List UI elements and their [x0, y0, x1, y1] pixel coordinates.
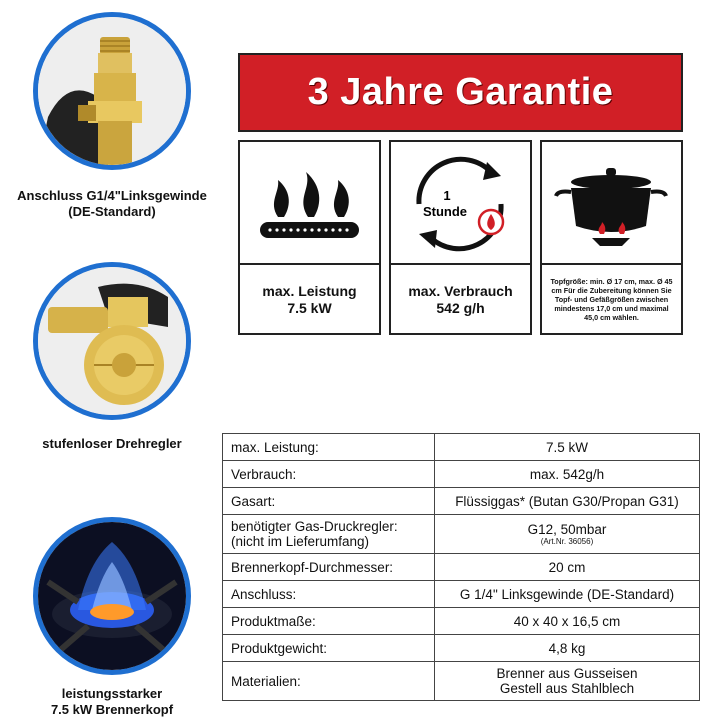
table-row [223, 662, 700, 701]
spec-key: Produktmaße: [223, 608, 435, 635]
hour-cycle-icon [391, 142, 530, 262]
table-row [223, 581, 700, 608]
burner-caption [0, 686, 224, 718]
spec-key-line2: (nicht im Lieferumfang) [231, 534, 370, 549]
connector-image [33, 12, 191, 170]
pot-on-burner-icon [542, 142, 681, 262]
spec-key: max. Leistung: [223, 434, 435, 461]
burner-caption-line1: leistungsstarker [61, 686, 163, 701]
spec-value-sub: (Art.Nr. 36056) [540, 537, 594, 546]
knob-caption [0, 436, 224, 452]
spec-table [222, 433, 700, 701]
spec-value: max. 542g/h [435, 461, 700, 488]
spec-value: Flüssiggas* (Butan G30/Propan G31) [435, 488, 700, 515]
warranty-text: 3 Jahre Garantie [307, 71, 614, 113]
spec-value-main: G12, 50mbar [527, 522, 607, 537]
pot-size-text: Topfgröße: min. Ø 17 cm, max. Ø 45 cm Für die Zubereitung können Sie Topf- und Gefäßgrößen zwischen mindestens 17,0 cm und maximal 45,0 cm wählen. [550, 277, 673, 322]
burner-caption-line2: 7.5 kW Brennerkopf [50, 702, 174, 717]
table-row [223, 554, 700, 581]
hour-word: Stunde [422, 204, 468, 219]
spec-value: 20 cm [435, 554, 700, 581]
feature-box-power [238, 140, 381, 335]
spec-key: Materialien: [223, 662, 435, 701]
consumption-label: max. Verbrauch [408, 282, 513, 299]
table-row [223, 461, 700, 488]
feature-box-pot-size [540, 140, 683, 335]
spec-value: 40 x 40 x 16,5 cm [435, 608, 700, 635]
spec-key-line1: benötigter Gas-Druckregler: [231, 519, 398, 534]
knob-image [33, 262, 191, 420]
burner-image [33, 517, 191, 675]
spec-key: Produktgewicht: [223, 635, 435, 662]
warranty-banner [238, 53, 683, 132]
table-row [223, 434, 700, 461]
hour-number: 1 [443, 188, 451, 203]
table-row [223, 608, 700, 635]
feature-box-consumption [389, 140, 532, 335]
spec-value: 7.5 kW [435, 434, 700, 461]
knob-caption-line1: stufenloser Drehregler [42, 436, 182, 451]
flame-burner-icon [240, 142, 379, 262]
spec-key: Brennerkopf-Durchmesser: [223, 554, 435, 581]
connector-caption-line1: Anschluss G1/4"Linksgewinde [17, 188, 207, 203]
connector-caption [0, 188, 224, 220]
spec-key: Verbrauch: [223, 461, 435, 488]
table-row [223, 515, 700, 554]
connector-caption-line2: (DE-Standard) [68, 204, 156, 219]
table-row [223, 488, 700, 515]
spec-value: G 1/4" Linksgewinde (DE-Standard) [435, 581, 700, 608]
spec-key [223, 515, 435, 554]
spec-value: 4,8 kg [435, 635, 700, 662]
consumption-value: 542 g/h [436, 299, 485, 316]
spec-value-line1: Brenner aus Gusseisen [496, 666, 638, 681]
spec-key: Anschluss: [223, 581, 435, 608]
spec-value [435, 515, 700, 554]
spec-value-line2: Gestell aus Stahlblech [499, 681, 635, 696]
spec-value [435, 662, 700, 701]
spec-key: Gasart: [223, 488, 435, 515]
table-row [223, 635, 700, 662]
power-value: 7.5 kW [287, 299, 332, 316]
power-label: max. Leistung [262, 282, 357, 299]
